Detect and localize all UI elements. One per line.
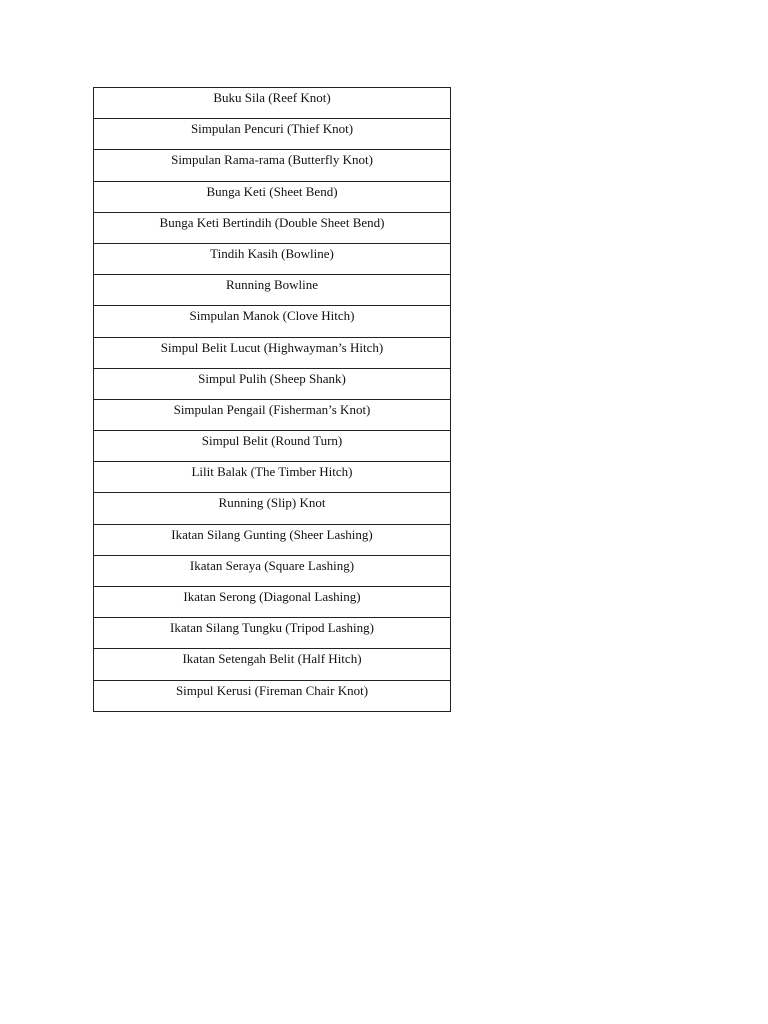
table-cell	[94, 275, 451, 306]
table-row	[94, 119, 451, 150]
table-cell	[94, 337, 451, 368]
knot-name: Ikatan Setengah Belit (Half Hitch)	[182, 651, 362, 667]
knot-name: Ikatan Silang Tungku (Tripod Lashing)	[170, 620, 374, 636]
knot-name: Bunga Keti (Sheet Bend)	[206, 183, 338, 199]
table-row	[94, 243, 451, 274]
table-cell	[94, 462, 451, 493]
knot-name: Running Bowline	[225, 277, 319, 293]
knot-name: Simpulan Manok (Clove Hitch)	[189, 308, 355, 324]
table-row	[94, 649, 451, 680]
knot-name: Ikatan Serong (Diagonal Lashing)	[183, 589, 361, 604]
table-row	[94, 587, 451, 618]
knot-name: Running (Slip) Knot	[218, 495, 326, 511]
table-row	[94, 88, 451, 119]
knot-list-table	[93, 87, 451, 712]
table-row	[94, 337, 451, 368]
table-row	[94, 555, 451, 586]
table-cell	[94, 524, 451, 555]
knot-list-body	[94, 88, 451, 712]
knot-name: Simpul Kerusi (Fireman Chair Knot)	[175, 682, 369, 698]
knot-name: Simpul Belit Lucut (Highwayman’s Hitch)	[160, 339, 384, 355]
table-cell	[94, 306, 451, 337]
knot-name: Buku Sila (Reef Knot)	[213, 90, 331, 105]
table-cell	[94, 555, 451, 586]
knot-name: Tindih Kasih (Bowline)	[210, 245, 334, 261]
knot-name: Simpulan Pencuri (Thief Knot)	[190, 121, 354, 137]
table-cell	[94, 618, 451, 649]
table-cell	[94, 150, 451, 181]
table-row	[94, 212, 451, 243]
table-cell	[94, 368, 451, 399]
knot-name: Ikatan Silang Gunting (Sheer Lashing)	[171, 526, 373, 542]
table-cell	[94, 212, 451, 243]
table-row	[94, 150, 451, 181]
table-row	[94, 275, 451, 306]
knot-name: Simpul Belit (Round Turn)	[201, 433, 343, 449]
knot-name: Lilit Balak (The Timber Hitch)	[191, 464, 353, 480]
table-row	[94, 618, 451, 649]
table-cell	[94, 587, 451, 618]
table-row	[94, 368, 451, 399]
table-row	[94, 493, 451, 524]
table-row	[94, 680, 451, 711]
table-cell	[94, 649, 451, 680]
table-row	[94, 399, 451, 430]
knot-name: Simpulan Rama-rama (Butterfly Knot)	[171, 152, 373, 168]
table-cell	[94, 181, 451, 212]
table-cell	[94, 680, 451, 711]
table-row	[94, 462, 451, 493]
table-cell	[94, 88, 451, 119]
table-cell	[94, 493, 451, 524]
knot-name: Simpul Pulih (Sheep Shank)	[198, 370, 346, 386]
knot-name: Simpulan Pengail (Fisherman’s Knot)	[173, 401, 371, 417]
table-cell	[94, 119, 451, 150]
table-row	[94, 181, 451, 212]
knot-name: Ikatan Seraya (Square Lashing)	[189, 557, 355, 573]
table-row	[94, 306, 451, 337]
table-row	[94, 431, 451, 462]
table-cell	[94, 399, 451, 430]
knot-name: Bunga Keti Bertindih (Double Sheet Bend)	[159, 214, 385, 230]
table-cell	[94, 243, 451, 274]
table-cell	[94, 431, 451, 462]
table-row	[94, 524, 451, 555]
